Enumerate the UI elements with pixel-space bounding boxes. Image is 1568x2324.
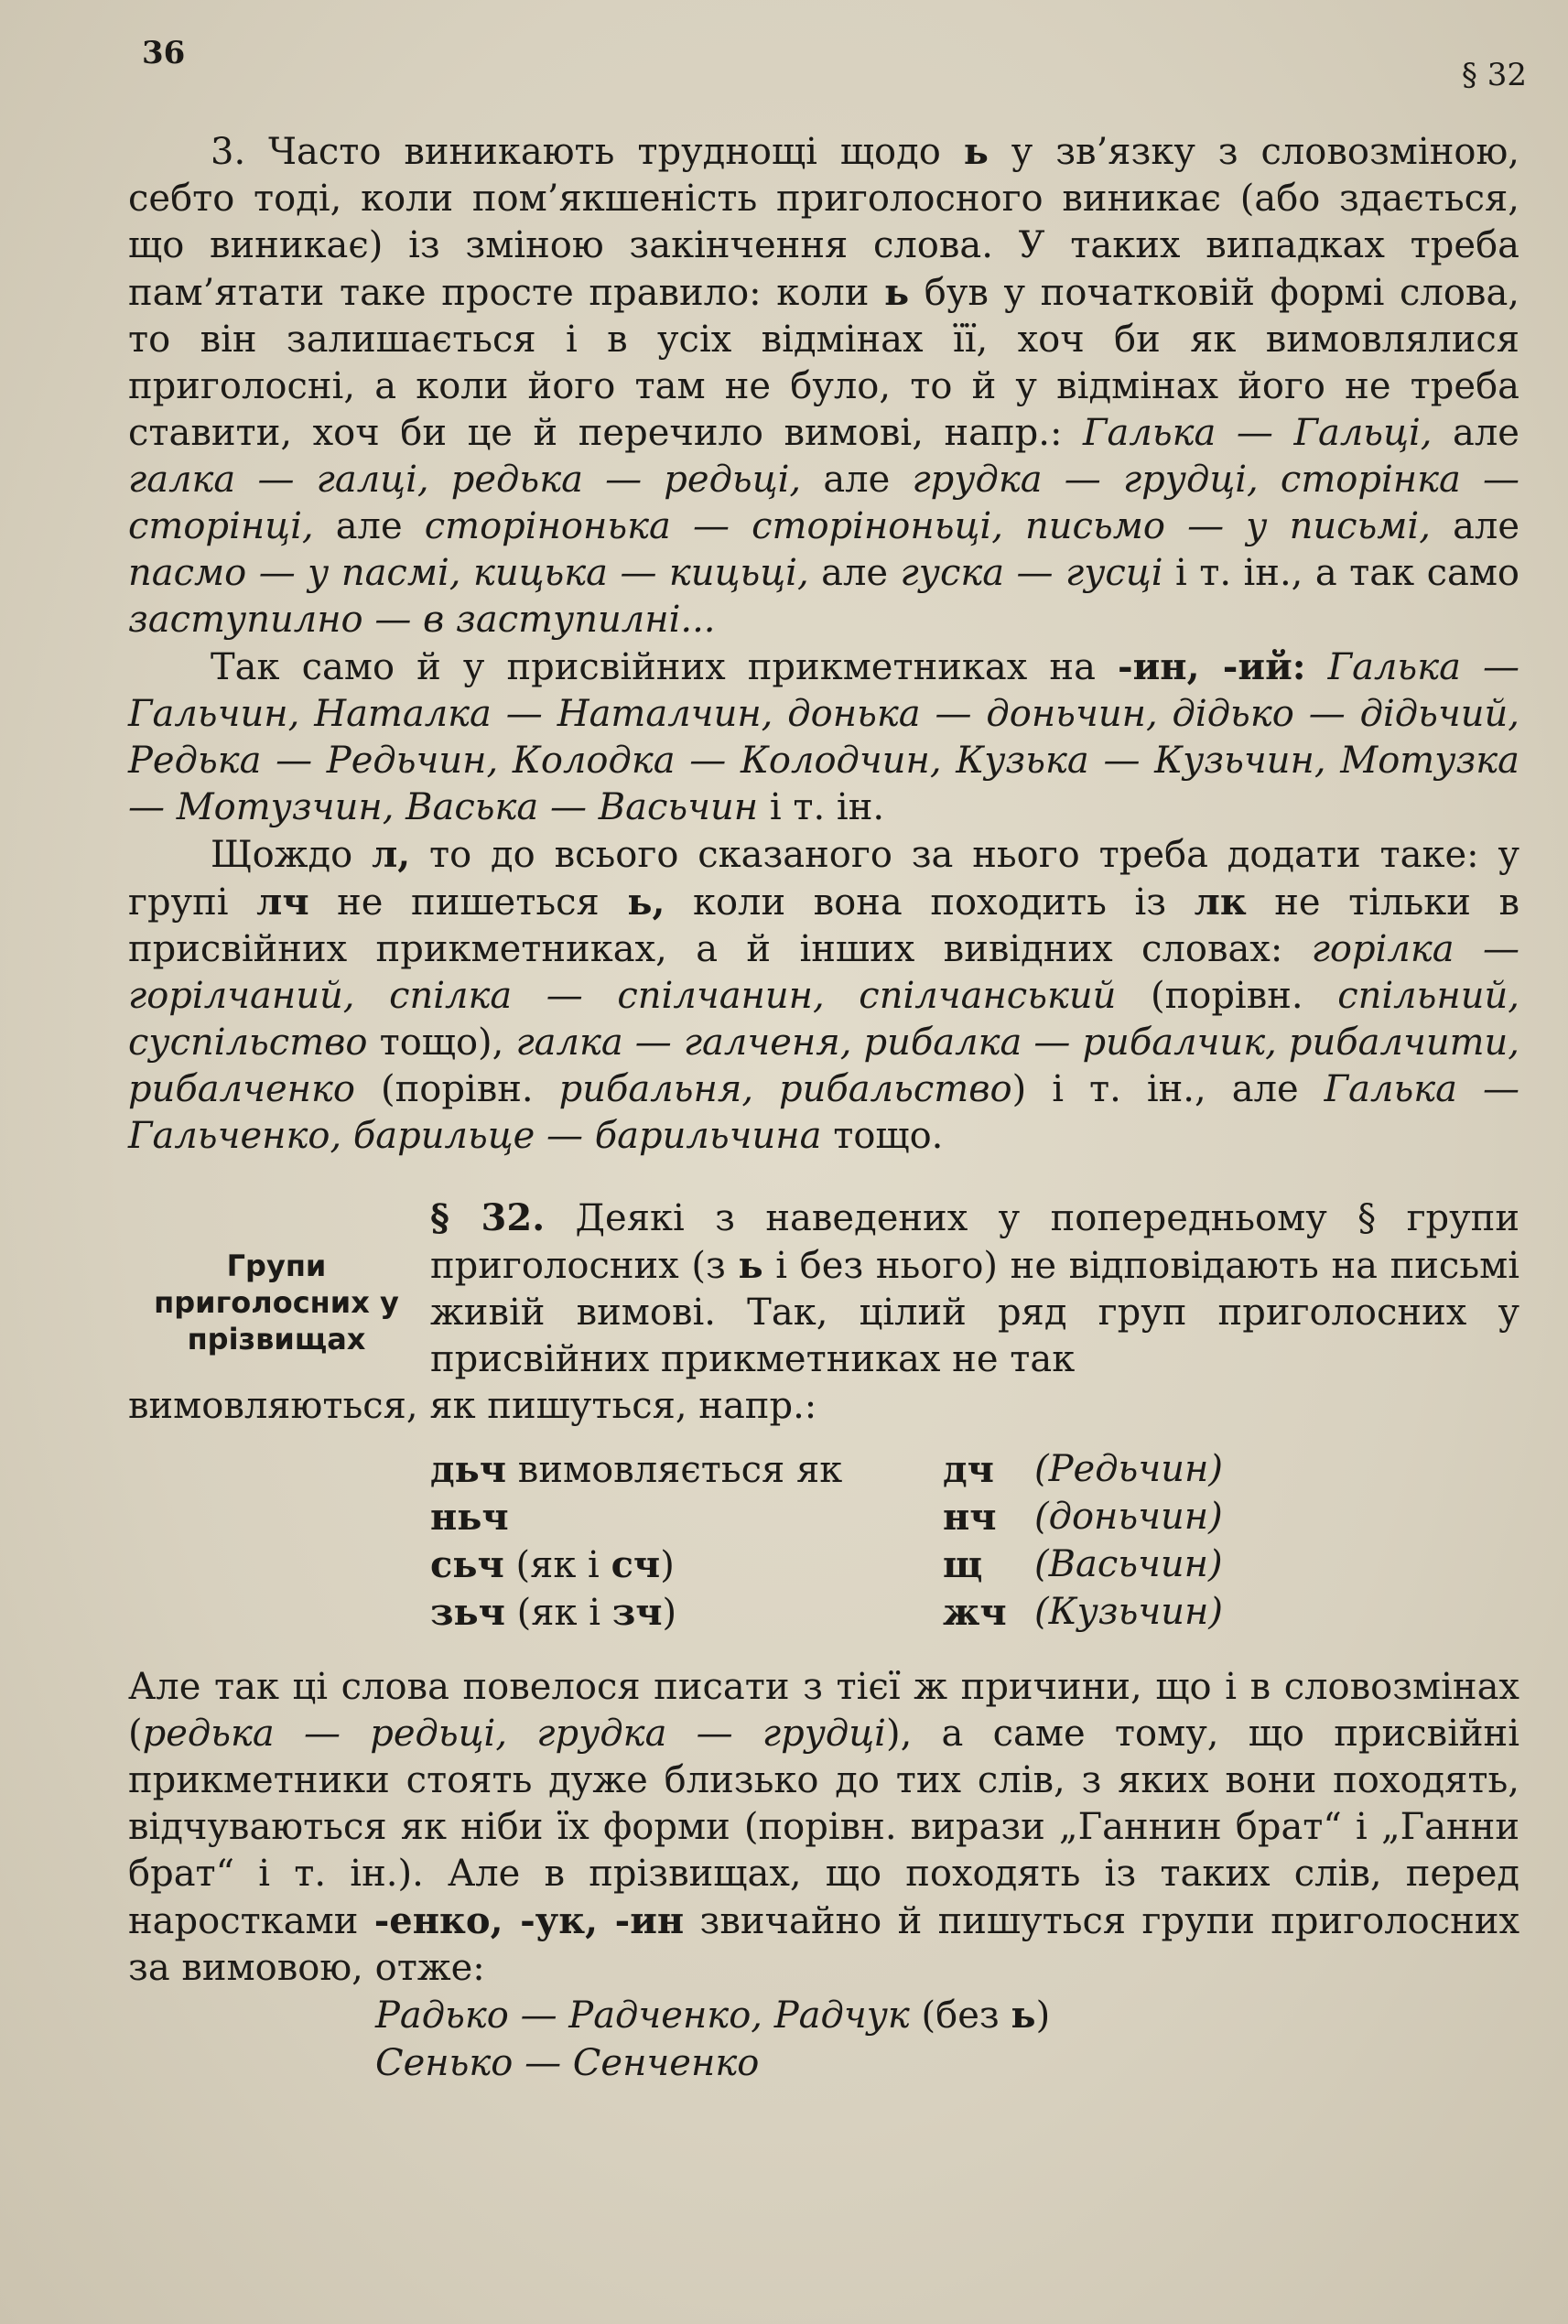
section-32 <box>128 1194 1519 1430</box>
section-32-continuation: вимовляються, як пишуться, напр.: <box>128 1385 817 1427</box>
paragraph-possessive: Так само й у присвійних прикметниках на -ин, -ий: Галька — Гальчин, Наталка — Наталчин, донька — доньчин, дідько — дідьчий, Редька — Редьчин, Колодка — Колодчин, Кузька — Кузьчин, Мотузка — Мотузчин, Васька — Васьчин і т. ін. <box>128 645 1520 828</box>
pronunciation-table <box>430 1446 1519 1637</box>
section-32-intro: § 32. Деякі з наведених у попередньому § групи приголосних (з ь і без нього) не відповідають на письмі живій вимові. Так, цілий ряд груп приголосних у присвійних прикметниках не так <box>430 1196 1520 1380</box>
example-line: Радько — Радченко, Радчук (без ь) <box>375 1994 1051 2037</box>
table-row: сьч (як і сч) щ (Васьчин) <box>430 1543 1223 1586</box>
section-reference: § 32 <box>1461 57 1527 93</box>
table-row: дьч вимовляється як дч (Редьчин) <box>430 1448 1223 1491</box>
page-body <box>128 128 1519 2087</box>
surname-examples <box>375 1992 1519 2087</box>
paragraph-l: Щождо л, то до всього сказаного за нього треба додати таке: у групі лч не пишеться ь, коли вона походить із лк не тільки в присвійних прикметниках, а й інших вивідних словах: горілка — горілчаний, спілка — спілчанин, спілчанський (порівн. спільний, суспільство тощо), галка — галченя, рибалка — рибалчик, рибалчити, рибалченко (порівн. рибальня, рибальство) і т. ін., але Галька — Гальченко, барильце — барильчина тощо. <box>128 833 1520 1157</box>
example-line: Сенько — Сенченко <box>375 2042 760 2084</box>
page-number: 36 <box>142 35 186 71</box>
margin-heading: Групи приголосних у прізвищах <box>154 1248 399 1357</box>
paragraph-surnames: Але так ці слова повелося писати з тієї ж причини, що і в словозмінах (редька — редьці, грудка — грудці), а саме тому, що присвійні прикметники стоять дуже близько до тих слів, з яких вони походять, відчуваються як ніби їх форми (порівн. вирази „Ганнин брат“ і „Ганни брат“ і т. ін.). Але в прізвищах, що походять із таких слів, перед наростками -енко, -ук, -ин звичайно й пишуться групи приголосних за вимовою, отже: <box>128 1666 1520 1989</box>
table-row: зьч (як і зч) жч (Кузьчин) <box>430 1591 1223 1634</box>
paragraph-rule-3: 3. Часто виникають труднощі щодо ь у зв’язку з словозміною, себто тоді, коли пом’якшеність приголосного виникає (або здається, що виникає) із зміною закінчення слова. У таких випадках треба пам’ятати таке просте правило: коли ь був у початковій формі слова, то він залишається і в усіх відмінах її, хоч би як вимовлялися приголосні, а коли його там не було, то й у відмінах його не треба ставити, хоч би це й перечило вимові, напр.: Галька — Гальці, але галка — галці, редька — редьці, але грудка — грудці, сторінка — сторінці, але сторінонька — сторіноньці, письмо — у письмі, але пасмо — у пасмі, кицька — кицьці, але гуска — гусці і т. ін., а так само заступилно — в заступилні... <box>128 130 1520 641</box>
table-row: ньч нч (доньчин) <box>430 1496 1223 1539</box>
